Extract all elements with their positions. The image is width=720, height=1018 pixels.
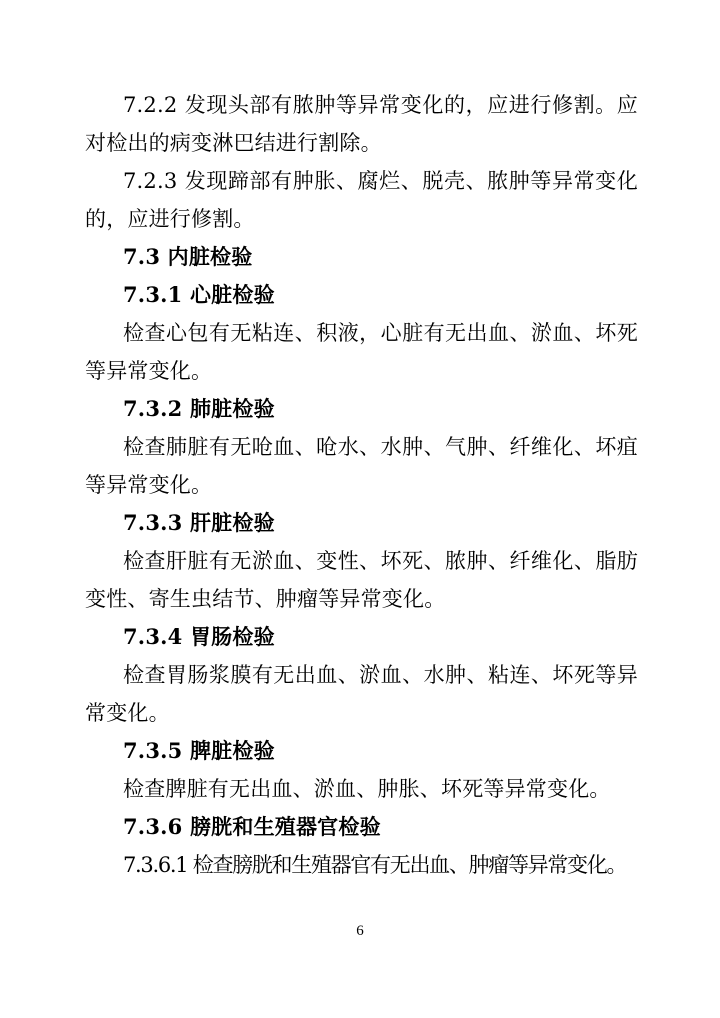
page-number: 6 xyxy=(356,923,364,939)
clause-7-3-3-body-line-1: 检查肝脏有无淤血、变性、坏死、脓肿、纤维化、脂肪 xyxy=(123,549,638,573)
clause-7-2-3-line-1: 7.2.3 发现蹄部有肿胀、腐烂、脱壳、脓肿等异常变化 xyxy=(123,169,638,193)
heading-7-3-3: 7.3.3 肝脏检验 xyxy=(123,510,275,535)
clause-7-3-3-body-line-2: 变性、寄生虫结节、肿瘤等异常变化。 xyxy=(85,587,446,611)
heading-7-3-4: 7.3.4 胃肠检验 xyxy=(123,624,275,649)
heading-7-3: 7.3 内脏检验 xyxy=(123,244,253,269)
clause-7-2-3-line-2: 的，应进行修割。 xyxy=(85,207,255,231)
clause-7-3-2-body-line-2: 等异常变化。 xyxy=(85,473,213,497)
clause-7-3-5-body-line-1: 检查脾脏有无出血、淤血、肿胀、坏死等异常变化。 xyxy=(123,777,611,801)
clause-7-2-2-line-2: 对检出的病变淋巴结进行割除。 xyxy=(85,131,382,155)
heading-7-3-2: 7.3.2 肺脏检验 xyxy=(123,396,275,421)
clause-7-3-2-body-line-1: 检查肺脏有无呛血、呛水、水肿、气肿、纤维化、坏疽 xyxy=(123,435,638,459)
clause-7-3-1-body-line-2: 等异常变化。 xyxy=(85,359,213,383)
clause-7-3-4-body-line-2: 常变化。 xyxy=(85,701,170,725)
heading-7-3-5: 7.3.5 脾脏检验 xyxy=(123,738,275,763)
clause-7-3-4-body-line-1: 检查胃肠浆膜有无出血、淤血、水肿、粘连、坏死等异 xyxy=(123,663,638,687)
heading-7-3-6: 7.3.6 膀胱和生殖器官检验 xyxy=(123,814,381,839)
clause-7-3-1-body-line-1: 检查心包有无粘连、积液，心脏有无出血、淤血、坏死 xyxy=(123,321,638,345)
clause-7-2-2-line-1: 7.2.2 发现头部有脓肿等异常变化的，应进行修割。应 xyxy=(123,93,638,117)
document-body xyxy=(85,86,638,884)
heading-7-3-1: 7.3.1 心脏检验 xyxy=(123,282,275,307)
clause-7-3-6-1-line-1: 7.3.6.1 检查膀胱和生殖器官有无出血、肿瘤等异常变化。 xyxy=(123,853,627,877)
